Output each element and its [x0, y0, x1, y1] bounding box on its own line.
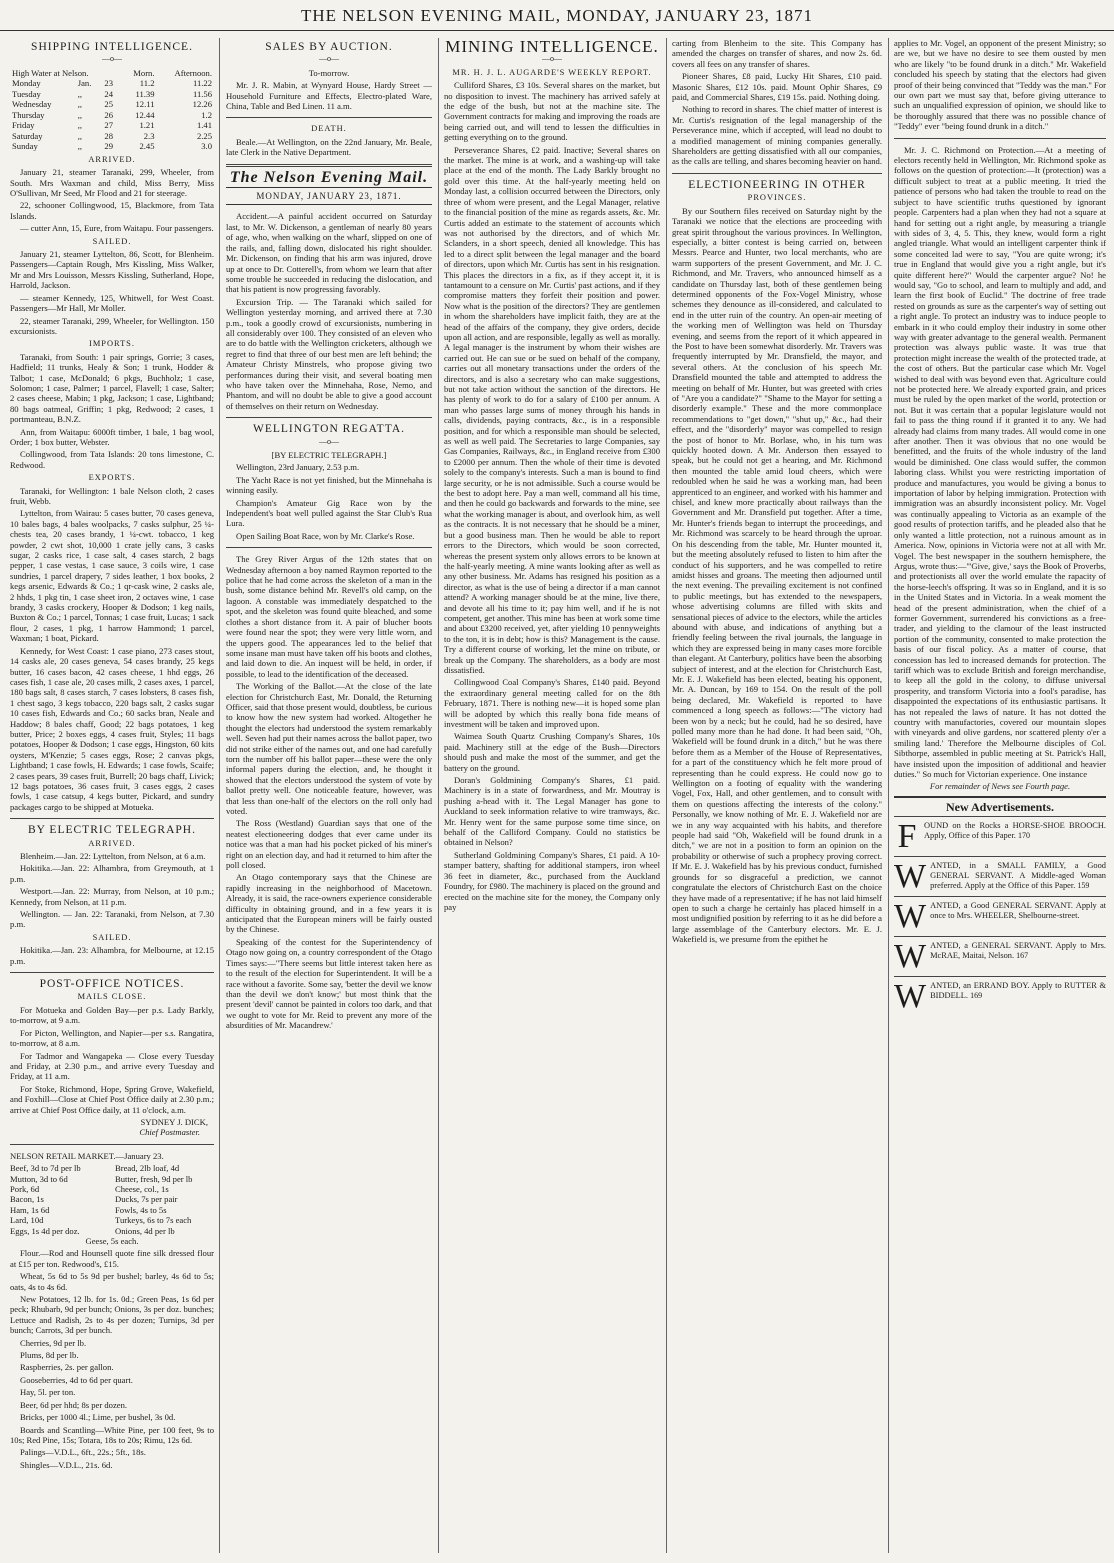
exports-heading: EXPORTS.	[88, 473, 136, 483]
ad-initial: W	[894, 858, 927, 896]
mails-close-heading: MAILS CLOSE.	[77, 992, 147, 1002]
column-rule	[888, 38, 889, 1553]
divider	[226, 417, 432, 418]
tide-row: Tuesday ,, 24 11.39 11.56	[12, 88, 212, 99]
post-entry: For Stoke, Richmond, Hope, Spring Grove, Wakefield, and Foxhill—Close at Chief Post Office daily at 2.30 p.m.; arrive at Chief Post Office daily, at 11 o'clock, a.m.	[10, 1083, 214, 1115]
advertisements-heading: New Advertisements.	[894, 796, 1106, 812]
mining-heading: MINING INTELLIGENCE.	[445, 38, 659, 56]
tide-row: Monday Jan. 23 11.2 11.22	[12, 78, 212, 89]
postmaster-title: Chief Postmaster.	[139, 1127, 200, 1138]
divider	[894, 138, 1106, 139]
separator: —o—	[542, 54, 562, 64]
ad-text: ANTED, in a SMALL FAMILY, a Good GENERAL SERVANT. A Middle-aged Woman preferred. Apply at the Office of this Paper. 159	[930, 861, 1106, 891]
market-heading: NELSON RETAIL MARKET.—January 23.	[10, 1150, 164, 1161]
market-entry: Boards and Scantling—White Pine, per 100 feet, 9s to 10s; Red Pine, 15s; Totara, 18s to 20s; Rimu, 12s 6d.	[10, 1424, 214, 1445]
telegraph-sailed-heading: SAILED.	[92, 932, 132, 942]
article-paragraph: Mr. J. C. Richmond on Protection.—At a meeting of electors recently held in Wellington, Mr. Richmond spoke as follows on the question of protection:—It (protection) was a difficult subject to treat at a public meeting. It tried the patience of persons who had taken the trouble to read on the subject to have scientific truths questioned by ignorant people. Carpenters had a plan when they had not a square at hand for setting out a right angle, by measuring a triangle with sides of 3, 4, 5. This, they knew, would form a right angled triangle. What would an intelligent carpenter think if some conceited lad were to say, "You are quite wrong; it's true in England that would give you a right angle, but it's quite different here?" Would the carpenter argue? No! he would say, "Go to school, and learn to multiply and add, and learn the first book of Euclid." The doctrine of free trade rested on grounds as sure as the carpenter's way of setting out a right angle. To protect an industry was to induce people to embark in it who could employ their industry in some other way with greater advantage to the general wealth. Permanent protection was always public waste. It was true that protection might increase the wealth of the protected trade, at the cost of others. But the particular case which Mr. Vogel wished to deal with was beyond even that. Agriculture could not be protected here. We already exported grain, and prices must be ruled by the open market of the world, protection or not. But it was certain that a popular legislature would not fail to pass the thing round if it granted it to any. We had already had claims from many trades. All would come in one after another. Then it was obvious that no one would be benefitted, and the fruits of the whole industry of the land would be diminished. One class would suffer, the common laboring class. Whilst you were restricting importation of produce and manufactures, you would be giving a bonus to importation of labor by helping immigration. Protection with immigration was an absurdly inconsistent policy. Mr. Vogel was continually appealing to Victoria as an example of the good results of protection tariffs, and he pleaded also that he only wanted a little protection, not a ruinous amount as in America. Now, opinions in Victoria were not at all with Mr. Vogel. The best newspaper in the southern hemisphere, the Argus, wrote thus:—"'Give, give,' says the Book of Proverbs, and protectionists all over the world emulate the rapacity of the horse-leech's offspring. It was so in England, and it is so in the United States and in Victoria. In a weak moment the head of the present administration, when the chief of a former Government, surrendered his convictions as a free-trader, and yielding to the clamour of the least instructed portion of the community, consented to make protection the basis of our fiscal policy. As a matter of course, that concession has led to increased demands for protection. The tariff which was to exclude British and foreign merchandise, to keep all the gold in the colony, to diffuse universal prosperity, and transform Victoria into a fool's paradise, has disappointed the expectations of its enthusiastic partisans. It has not repealed the laws of nature. It has not dotted the country with manufactories, covered our mountain slopes with vineyards and olive gardens, nor scattered plenty o'er a smiling land.' Therefore the Melbourne disciples of Col. Sibthorpe, assembled in public meeting at St. Patrick's Hall, have insisted upon the imposition of additional and heavier duties." So much for Victorian experience. One instance	[894, 144, 1106, 780]
import-entry: Collingwood, from Tata Islands: 20 tons limestone, C. Redwood.	[10, 449, 214, 470]
market-prices	[10, 1163, 214, 1236]
post-entry: For Tadmor and Wangapeka — Close every Tuesday and Friday, at 2.30 p.m., and arrive every Tuesday and Friday, at 11 a.m.	[10, 1050, 214, 1082]
separator: —o—	[102, 54, 122, 64]
export-entry: Taranaki, for Wellington: 1 bale Nelson cloth, 2 cases fruit, Webb.	[10, 485, 214, 506]
article-paragraph: applies to Mr. Vogel, an opponent of the present Ministry; so are we, but we have no desire to see them ousted by men who are likely "to be found drunk in a ditch." Mr. Wakefield concluded his speech by stating that the electors had given proof of their being convinced that "Teddy was the man." For our own part we must say that, before giving utterance to such an unqualified expression of opinion, we should like to be thoroughly assured that there was no possible chance of "Teddy" ever "being found drunk in a ditch."	[894, 38, 1106, 132]
imports-heading: IMPORTS.	[89, 339, 135, 349]
mining-paragraph: Doran's Goldmining Company's Shares, £1 paid. Machinery is in a state of forwardness, and Mr. Moutray is pushing a-head with it. The Legal Manager has gone to Auckland to seek information relative to wire tramways, &c. Mr. Henry went for the same purpose some time since, on behalf of the Calliford Company. Could no statistics be obtained in Nelson?	[444, 775, 660, 848]
electioneering-paragraph: By our Southern files received on Saturday night by the Taranaki we notice that the elections are proceeding with great spirit throughout the various provinces. In Wellington, especially, a bitter contest is being carried on, between Messrs. Pearce and Hunter, two local merchants, who are warm supporters of the present Government, and Mr. J. C. Richmond, and Mr. Travers, who announced himself as a candidate on Thursday last, both of these gentlemen being determined opponents of the Fox-Vogel Ministry, whose schemes they denounce as ill-considered, and calculated to end in the utter ruin of the country. An open-air meeting of the working men of Wellington was held on Thursday evening, and seems from the report of it which appeared in the Post to have been somewhat disorderly. Mr. Travers was frequently interrupted by Mr. Dransfield, the mayor, and several others. At the conclusion of his speech Mr. Dransfield mounted the table and attempted to address the meeting on behalf of Mr. Hunter, but was greeted with cries of "Are you a candidate?" "Shame to the Mayor for setting a disorderly example." These and the more commonplace recommendations to "get down," "shut up," &c., had their effect, and the "disorderly" mayor was compelled to resign the post of honor to Mr. Borlase, who, in his turn was quickly hooted down. A Mr. Anderson then essayed to speak, but he could not get a hearing, and Mr. Richmond then mounted the table amid loud cheers, which were redoubled when he said he was a working man, had been apprenticed to an engineer, and worked with his hammer and chisel, and knew more practically about railways than the Government and Mr. Dransfield put together. After a time, Mr. Hunter's friends began to interrupt the proceedings, and Mr. Richmond was scarcely to be heard through the uproar. On his descending from the table, Mr. Hunter mounted it, but the meeting absolutely refused to listen to him after the conduct of his supporters, and he was compelled to retire amidst hisses and groans. The meeting then adjourned until the next evening. The prevailing excitement is not confined to public meetings, but has extended to the newspapers, whose advertising columns are filled with skits and sensational pieces of advice to the electors, while the articles abound with abuse, and indications of anything but a friendly feeling between the rival journals, the language in which they are expressed being in many cases more forcible than elegant. At Canterbury, politics have been the absorbing subject of interest, and at the election for Christchurch East, Mr. E. J. Wakefield has been elected, beating his opponent, Mr. A. Duncan, by 169 to 154. On the result of the poll being declared, Mr. Wakefield is reported to have commenced a long speech as follows:—"The victory had been won by a neck; but he could, had he so desired, have polled many more than he had done. It had been said, "Oh, Wakefield will be found drunk in a ditch," but he was there before them as a Member of the House of Representatives, for a part of the constituency which he felt more proud of representing than he could express. He could now go to Wellington on a footing of equality with the wandering Vogel, Fox, Hall, and other gentlemen, and to consult with them on questions affecting the interests of the colony." Personally, we know nothing of Mr. E. J. Wakefield nor are we in any way acquainted with his habits, and therefore people had said "Oh, Wakefield will be found drunk in a ditch," we are not in a position to form an opinion on the probability or otherwise of such a prophecy proving correct. If Mr. E. J. Wakefield has by his previous conduct, furnished grounds for so disgraceful a prediction, we cannot congratulate the electors of Christchurch East on the choice they have made of a representative; if he has not laid himself open to such a charge he certainly has placed himself in a most undignified position by referring to it as he did before a large assemblage of the Canterbury electors. Mr. E. J. Wakefield is, we presume from the epithet he	[672, 205, 882, 945]
telegraph-heading: BY ELECTRIC TELEGRAPH.	[28, 824, 196, 837]
mining-paragraph: Waimea South Quartz Crushing Company's Shares, 10s paid. Machinery still at the edge of the Bush—Directors should push and make the most of the summer, and get the battery on the ground.	[444, 731, 660, 773]
market-entry: Gooseberries, 4d to 6d per quart.	[20, 1374, 133, 1385]
advertisement	[894, 976, 1106, 1016]
ad-initial: W	[894, 938, 927, 976]
market-entry: Palings—V.D.L., 6ft., 22s.; 5ft., 18s.	[20, 1447, 146, 1458]
sales-heading: SALES BY AUCTION.	[265, 41, 393, 53]
separator: —o—	[319, 436, 339, 446]
mining-paragraph: Pioneer Shares, £8 paid, Lucky Hit Shares, £10 paid. Masonic Shares, £12 10s. paid. Mount Ophir Shares, £9 paid, and Commercial Shares, £19 15s. paid. Nothing doing.	[672, 71, 882, 103]
export-entry: Lyttelton, from Wairau: 5 cases butter, 70 cases geneva, 10 bales bags, 4 bales woolpacks, 7 casks sulphur, 25 ¼-chests tea, 20 cases brandy, 1 ¼-cwt. tobacco, 1 keg powder, 2 cwt shot, 10,000 1 crate jelly cans, 3 casks sugar, 2 casks rice, 1 case salt, 4 cases starch, 2 bags pepper, 1 case vestas, 1 case sauce, 3 coils wire, 1 case sundries, 1 parcel drapery, 7 sides leather, 1 box books, 2 kegs arsenic, Edwards & Co.; 1 qr-cask wine, 2 casks ale, 2 hhds, 1 pkg tin, 1 case sheet iron, 2 octaves wine, 1 case brandy, 3 casks crockery, Hooper & Dodson; 1 keg nails, Buxton & Co.; 1 parcel, Tonnas; 1 case fruit, Lucas; 1 sack flour, 2 cases, 1 pkg, 1 harrow Hammond; 1 parcel, Waxman; 1 boat, Pickard.	[10, 508, 214, 644]
telegraph-arrived-heading: ARRIVED.	[88, 838, 136, 848]
column-3	[444, 38, 660, 1553]
tide-row: Wednesday ,, 25 12.11 12.26	[12, 99, 212, 110]
column-rule	[219, 38, 220, 1553]
article-paragraph: The Grey River Argus of the 12th states that on Wednesday afternoon a boy named Raymon reported to the police that he had come across the skeleton of a man in the bush, some distance behind Mr. Revell's old camp, on the lagoon. A constable was immediately despatched to the spot, and the skeleton was found quite bleached, and some clothes a short distance from it. A pair of blucher boots were found near the spot; they were very little worn, and the uppers good. The appearances led to the belief that some insane man must have taken off his boots and clothes, and laid down to die. An inquest will be held, in order, if possible, to lead to the identification of the deceased.	[226, 554, 432, 679]
divider	[10, 1144, 214, 1145]
post-entry: For Motueka and Golden Bay—per p.s. Lady Barkly, to-morrow, at 9 a.m.	[10, 1004, 214, 1026]
postmaster-name: SYDNEY J. DICK,	[140, 1116, 208, 1127]
market-entry: Wheat, 5s 6d to 5s 9d per bushel; barley, 4s 6d to 5s; oats, 4s to 4s 6d.	[10, 1271, 214, 1292]
separator: —o—	[319, 54, 339, 64]
column-4	[672, 38, 882, 1553]
market-extra: Geese, 5s each.	[85, 1236, 139, 1246]
electioneering-heading: ELECTIONEERING IN OTHER	[688, 178, 866, 191]
divider	[672, 173, 882, 174]
ad-initial: F	[897, 818, 917, 856]
market-entry: Raspberries, 2s. per gallon.	[20, 1362, 114, 1373]
advertisement	[894, 896, 1106, 936]
regatta-heading: WELLINGTON REGATTA.	[252, 423, 405, 436]
article-paragraph: Speaking of the contest for the Superintendency of Otago now going on, a country correspondent of the Otago Times says:—"There seems but little interest taken here as to the result of the election for Superintendent. It will be a race without a favorite. Some say, 'better the devil we know than the devil we don't know;' but most think that the present 'devil' cannot be painted in colors too dark, and that we ought to vote for Mr. Reid to prevent any more of the absurdities of Mr. Macandrew.'	[226, 936, 432, 1031]
sales-subheading: To-morrow.	[308, 67, 350, 78]
regatta-entry: The Yacht Race is not yet finished, but the Minnehaha is winning easily.	[226, 474, 432, 496]
market-entry: Cherries, 9d per lb.	[20, 1337, 87, 1348]
telegraph-entry: Hokitika.—Jan. 23: Alhambra, for Melbourne, at 12.15 p.m.	[10, 945, 214, 966]
sailed-heading: SAILED.	[92, 236, 132, 246]
ad-text: ANTED, a Good GENERAL SERVANT. Apply at once to Mrs. WHEELER, Shelbourne-street.	[930, 901, 1106, 921]
mining-paragraph: Perseverance Shares, £2 paid. Inactive; Several shares on the market. The mine is at work, and a washing-up will take place at the end of the month. The Lady Barkly brought no gold over this time. At the half-yearly meeting held on Monday last, a collision occurred between the Directors, only three of whom were present, and the Legal Manager, relative to the financial position of the mine as regards assets, &c. Mr. Curtis added an estimate to the statement of accounts which was not authorised by the directors, and of which Mr. Sclanders, in a short speech, denied all knowledge. This has led to a direct split between the legal manager and the board of directors, upon which Mr. Curtis has sent in his resignation. This places the directors in a fix, as if they accept it, it is tantamount to a censure on Mr. Curtis' past actions, and if they compromise matters they forfeit their position and power. Now what is the position of the directors? They are gentlemen in whom the shareholders have implicit faith, they are at the head of the affairs of the company, they give orders, decide upon all action, and are responsible, legally as well as morally. A legal manager is the instrument by whom their wishes are carried out. He can sue or be sued on behalf of the company, carries out all monetary transactions under the orders of the directors, and is also a secretary who can make suggestions, but not take action without the sanction of the directors. He has plenty of work to do for a salary of £100 per annum. A man who passes large sums of money through his hands in calls, dividends, paying contracts, &c., is in a responsible position, and for which a responsible man should be selected, as well as well paid. The Secretaries to large Companies, say Gas Companies, Railways, &c., in England receive from £300 to £2000 per annum. Then the whole of their time is devoted solely to the company's interests. Such a man is bound to find large security, or he is not admissible. Such a course would be the best to adopt here. Pay a man well, command all his time, and then he could go backwards and forwards to the mine, see what the working manager is about, and overlook him, as well as the contracts. It is not necessary that he should be a miner, but a good business man. Then he would be able to report errors to the Directors, which would be soon corrected, whereas the present system only allows errors to be known at the half-yearly meeting. A mine wants looking after as well as any other business. Mr. Adams has resigned his position as a director, as what is the use of being a director if a man cannot attend? A working manager should be at the mine, live there, and devote all his time to it; pay him well, and if he is not competent, get another. This mine has been at work some time and about £3200 received, yet, after yielding 10 pennyweights to the ton, it is in debt; how is this? Management is the cause. Try a different course of working, let the mine on tribute, or break up the Company. The shareholders, as a body are most dissatisfied.	[444, 144, 660, 675]
death-heading: DEATH.	[311, 124, 347, 134]
mining-paragraph: Sutherland Goldmining Company's Shares, £1 paid. A 10-stamper battery, shafting for additional stampers, iron wheel 36 feet in diameter, &c., purchased from the Auckland Foundry, for £980. The machinery is placed on the ground and erected on the machine site for the money, the Company only pay	[444, 849, 660, 912]
arrival-entry: 22, schooner Collingwood, 15, Blackmore, from Tata Islands.	[10, 200, 214, 221]
tide-row: Saturday ,, 28 2.3 2.25	[12, 130, 212, 141]
mining-paragraph: Culliford Shares, £3 10s. Several shares on the market, but no disposition to invest. The machinery has arrived safely at the edge of the bush, but not at the machine site. The Government contracts for making and improving the roads are being carried out, and will tend to lessen the difficulties in getting everything on to the ground.	[444, 80, 660, 143]
tide-morn-header: Morn.	[133, 67, 155, 78]
regatta-entry: Open Sailing Boat Race, won by Mr. Clarke's Rose.	[236, 530, 415, 541]
masthead	[0, 6, 1114, 31]
divider	[226, 164, 432, 167]
article-paragraph: Excursion Trip. — The Taranaki which sailed for Wellington yesterday morning, and arrived there at 7.30 p.m., took a goodly crowd of excursionists, numbering in all considerably over 100. They consisted of an eleven who are to do battle with the Wellington cricketers, although we regret to find that three of our best men are left behind; the Amateur Christy Minstrels, who propose giving two performances during their visit, and several boating men who have taken over the Minnehaha, Rose, Nemo, and Phantom, and will no doubt be able to give a good account of themselves on their return on Wednesday.	[226, 296, 432, 411]
article-paragraph: The Ross (Westland) Guardian says that one of the neatest electioneering dodges that ever came under its notice was that a man had his pocket picked of his miner's right on an election day, and had it returned to him after the poll closed.	[226, 818, 432, 871]
article-paragraph: An Otago contemporary says that the Chinese are rapidly increasing in the neighborhood of Macetown. Already, it is said, the race-owners experience considerable difficulty in obtaining ground, and in a few years it is anticipated that the European miners will be fairly ousted by the Chinese.	[226, 872, 432, 935]
column-5	[894, 38, 1106, 1553]
ad-text: ANTED, an ERRAND BOY. Apply to RUTTER & BIDDELL. 169	[930, 981, 1106, 1001]
mining-paragraph: Nothing to record in shares. The chief matter of interest is Mr. Curtis's resignation of the legal managership of the Perseverance mine, which if accepted, will lead no doubt to a modified management of mining companies generally. Shareholders are getting dissatisfied with all our companies, as the calls are telling, and shares becoming heavier on hand.	[672, 104, 882, 167]
masthead-title: THE NELSON EVENING MAIL, MONDAY, JANUARY 23, 1871	[300, 6, 814, 25]
tide-row: Sunday ,, 29 2.45 3.0	[12, 141, 212, 152]
divider	[226, 547, 432, 548]
ad-initial: W	[894, 898, 927, 936]
market-prices-right: Bread, 2lb loaf, 4d Butter, fresh, 9d per lb Cheese, col., 1s Ducks, 7s per pair Fowls, 4s to 5s Turkeys, 6s to 7s each Onions, 4d per lb	[115, 1163, 193, 1236]
arrival-entry: — cutter Ann, 15, Eure, from Waitapu. Four passengers.	[20, 223, 214, 234]
import-entry: Ann, from Waitapu: 6000ft timber, 1 bale, 1 bag wool, Order; 1 box butter, Webster.	[10, 426, 214, 447]
arrived-heading: ARRIVED.	[88, 154, 136, 164]
advertisement	[894, 816, 1106, 856]
ad-text: OUND on the Rocks a HORSE-SHOE BROOCH. Apply, Office of this Paper. 170	[924, 821, 1106, 841]
sales-text: Mr. J. R. Mabin, at Wynyard House, Hardy Street — Household Furniture and Effects, Electro-plated Ware, China, Table and Bed Linen. 11 a.m.	[226, 80, 432, 112]
market-entry: Plums, 8d per lb.	[20, 1350, 79, 1361]
market-entry: Shingles—V.D.L., 21s. 6d.	[20, 1459, 113, 1470]
mining-paragraph: carting from Blenheim to the site. This Company has amended the charges on transfer of shares, and now 2s. 6d. covers all fees on any transfer of shares.	[672, 38, 882, 69]
remainder-note: For remainder of News see Fourth page.	[929, 781, 1071, 792]
column-rule	[666, 38, 667, 1553]
advertisement	[894, 856, 1106, 896]
arrival-entry: January 21, steamer Taranaki, 299, Wheeler, from South. Mrs Waxman and child, Miss Berry, Miss O'Sullivan, Mr Seed, Mr Flood and 21 for steerage.	[10, 167, 214, 199]
export-entry: Kennedy, for West Coast: 1 case piano, 273 cases stout, 14 casks ale, 20 cases geneva, 54 cases brandy, 25 kegs butter, 16 cases bacon, 42 cases cheese, 1 hhd eggs, 26 cases fish, 1 case ale, 20 cases milk, 2 cases axes, 1 parcel, 180 bags salt, 8 cases starch, 7 cases lobsters, 8 cases fish, 1 chest sago, 3 kegs tobacco, 220 bags salt, 2 casks sugar 10 cases fish, Edwards and Co.; 60 sacks bran, Neale and Haddow; 8 bales chaff, Good; 22 bags potatoes, 1 keg butter, Price; 2 boxes eggs, 4 cases fruit, Styles; 11 bags potatoes, Hooper & Dodson; 1 case eggs, Hingston, 60 kits oysters, M'Kenzie; 5 cases eggs, Rose; 2 canvas pkgs, Lightband; 1 case fowls, H. Edwards; 1 case fowls, Scaife; 2 cases pears, 39 cases fruit, Burrell; 20 bags chaff, Livick; 12 bags potatoes, 36 cases fruit, 3 cases eggs, 2 cases fowls, 1 case catsup, 4 kegs butter, Pickard, and sundry packages cargo to be shipped at Motueka.	[10, 645, 214, 812]
mining-paragraph: Collingwood Coal Company's Shares, £140 paid. Beyond the extraordinary general meeting called for on the 8th February, 1871. There is nothing new—it is hoped some plan will be adopted by which this really bona fide means of investment will be taken and improved upon.	[444, 677, 660, 729]
telegraph-entry: Blenheim.—Jan. 22: Lyttelton, from Nelson, at 6 a.m.	[20, 851, 206, 861]
ad-initial: W	[894, 978, 927, 1016]
ad-text: ANTED, a GENERAL SERVANT. Apply to Mrs. McRAE, Maitai, Nelson. 167	[930, 941, 1106, 961]
tide-label: High Water at Nelson.	[12, 67, 89, 78]
mining-subheading: MR. H. J. L. AUGARDE'S WEEKLY REPORT.	[452, 67, 652, 77]
regatta-entry: Wellington, 23rd January, 2.53 p.m.	[236, 462, 360, 473]
post-office-heading: POST-OFFICE NOTICES.	[39, 978, 185, 991]
market-entry: Hay, 5l. per ton.	[20, 1387, 76, 1398]
tide-table	[10, 68, 214, 152]
market-entry: New Potatoes, 12 lb. for 1s. 0d.; Green Peas, 1s 6d per peck; Rhubarb, 9d per bunch; Onions, 3s per doz. bunches; Lettuce and Radish, 2s to 4s per dozen; Turnips, 3d per bunch; Carrots, 3d per bunch.	[10, 1294, 214, 1336]
paper-title: The Nelson Evening Mail.	[229, 168, 429, 186]
post-entry: For Picton, Wellington, and Napier—per s.s. Rangatira, to-morrow, at 8 a.m.	[10, 1027, 214, 1049]
telegraph-entry: Hokitika.—Jan. 22: Alhambra, from Greymouth, at 1 p.m.	[10, 863, 214, 884]
shipping-heading: SHIPPING INTELLIGENCE.	[31, 41, 193, 53]
divider	[226, 117, 432, 118]
column-rule	[438, 38, 439, 1553]
regatta-subheading: [BY ELECTRIC TELEGRAPH.]	[271, 450, 387, 460]
divider	[10, 972, 214, 973]
column-2	[226, 38, 432, 1553]
tide-row: Friday ,, 27 1.21 1.41	[12, 120, 212, 131]
advertisement	[894, 936, 1106, 976]
sailing-entry: 22, steamer Taranaki, 299, Wheeler, for Wellington. 150 excursionists.	[10, 315, 214, 336]
telegraph-entry: Wellington. — Jan. 22: Taranaki, from Nelson, at 7.30 p.m.	[10, 909, 214, 930]
tide-row: Thursday ,, 26 12.44 1.2	[12, 109, 212, 120]
article-paragraph: Accident.—A painful accident occurred on Saturday last, to Mr. W. Dickenson, a gentleman of nearly 80 years of age, who, when walking on the wharf, slipped on one of the rails, and, falling down, dislocated his right shoulder. Mr. Dickenson, on finding that his arm was injured, drove up at once to Dr. Cotterell's, from whom we learn that after some trouble he succeeded in reducing the dislocation, and that his patient is now progressing favorably.	[226, 211, 432, 295]
sailing-entry: January 21, steamer Lyttelton, 86, Scott, for Blenheim. Passengers—Captain Rough, Mrs Kissling, Miss Walker, Mr and Mrs Louisson, Messrs Kissling, Sutherland, Hope, Harrold, Jackson.	[10, 249, 214, 291]
article-paragraph: The Working of the Ballot.—At the close of the late election for Christchurch East, Mr. Donald, the Returning Officer, said that those present would, doubtless, be curious to know how the new system had worked. Altogether he thought the electors had understood the system remarkably well. Seven had put their names across the ballot paper, two did not strike either of the names out, and one had carefully torn the number off his ballot paper—these were the only informal papers during the election, and, he thought it showed that the electors understood the system of vote by ballot pretty well. One noticeable feature, however, was that less than one-half of the electors on the roll only had voted.	[226, 681, 432, 816]
column-1	[10, 38, 214, 1553]
electioneering-subheading: PROVINCES.	[747, 193, 807, 203]
sailing-entry: — steamer Kennedy, 125, Whitwell, for West Coast. Passengers—Mr Hall, Mr Moller.	[10, 292, 214, 314]
telegraph-entry: Westport.—Jan. 22: Murray, from Nelson, at 10 p.m.; Kennedy, from Nelson, at 11 p.m.	[10, 886, 214, 907]
dateline: MONDAY, JANUARY 23, 1871.	[226, 187, 432, 205]
regatta-entry: Champion's Amateur Gig Race won by the Independent's boat well pulled against the Star Club's Rua Lura.	[226, 497, 432, 529]
divider	[10, 818, 214, 819]
market-prices-left: Beef, 3d to 7d per lb Mutton, 3d to 6d Pork, 6d Bacon, 1s Ham, 1s 6d Lard, 10d Eggs, 1s 4d per doz.	[10, 1163, 81, 1236]
import-entry: Taranaki, from South: 1 pair springs, Gorrie; 3 cases, Hadfield; 11 trunks, Healy & Son; 1 trunk, Hodder & Talbot; 1 case, McDonald; 6 pkgs, Buchholz; 1 case, Solomon; 1 case, Palmer; 1 parcel, Flavell; 1 case, Salter; 2 cases cheese, Mabin; 1 pkg, Jackson; 1 case, Lightband; 80 bags oatmeal, Griffin; 1 pkg, Redwood; 2 cases, 1 portmanteau, B.N.Z.	[10, 351, 214, 425]
market-entry: Beer, 6d per hhd; 8s per dozen.	[20, 1399, 128, 1410]
market-entry: Flour.—Rod and Hounsell quote fine silk dressed flour at £15 per ton. Redwood's, £15.	[10, 1248, 214, 1269]
tide-aft-header: Afternoon.	[174, 67, 212, 78]
market-entry: Bricks, per 1000 4l.; Lime, per bushel, 3s 0d.	[20, 1412, 176, 1423]
death-text: Beale.—At Wellington, on the 22nd January, Mr. Beale, late Clerk in the Native Department.	[226, 136, 432, 158]
